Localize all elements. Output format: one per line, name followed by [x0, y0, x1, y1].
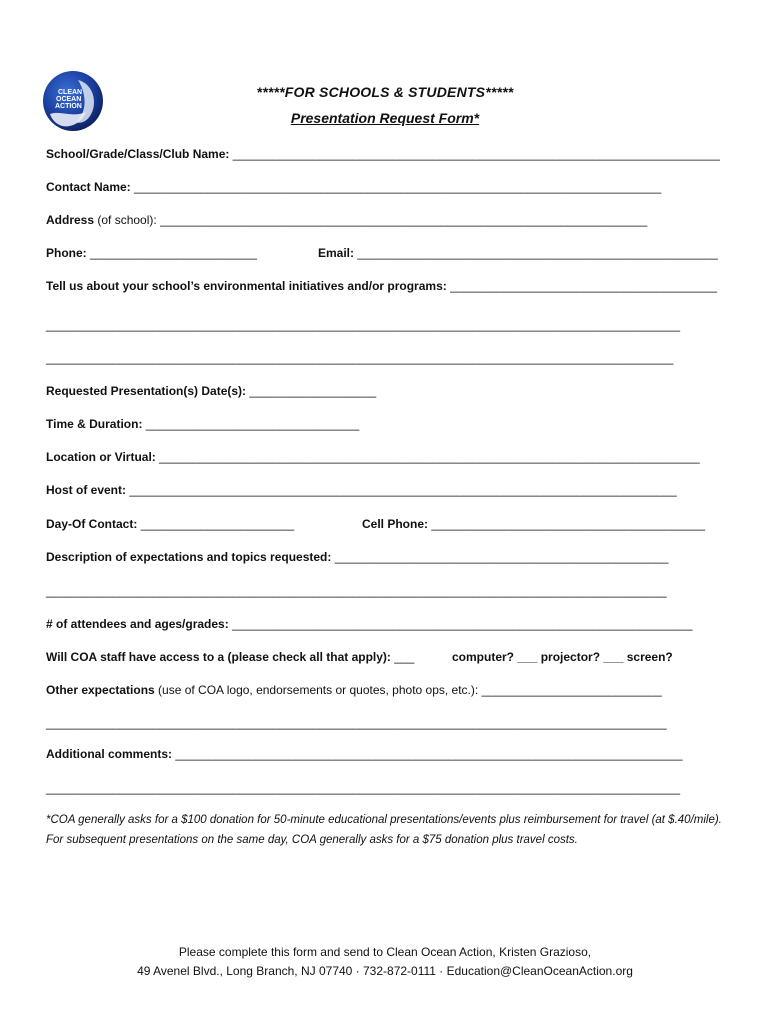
address-field[interactable]: _________________________________________________________________________ [160, 213, 648, 227]
access-label: Will COA staff have access to a (please check all that apply): [46, 650, 391, 664]
description-line[interactable]: _____________________________________________________________________________________________ [46, 584, 667, 598]
cell-field[interactable]: _________________________________________ [431, 517, 705, 531]
cell-label: Cell Phone: [362, 517, 429, 531]
host-label: Host of event: [46, 483, 127, 497]
time-row [46, 417, 359, 431]
email-row [318, 246, 718, 260]
phone-field[interactable]: _________________________ [90, 246, 257, 260]
access-items-row [452, 650, 673, 664]
additional-line[interactable]: _______________________________________________________________________________________________ [46, 781, 681, 795]
dayof-row [46, 517, 294, 531]
host-field[interactable]: __________________________________________________________________________________ [129, 483, 677, 497]
description-field[interactable]: __________________________________________________ [334, 550, 669, 564]
initiatives-line-1[interactable]: _______________________________________________________________________________________________ [46, 318, 681, 332]
date-label: Requested Presentation(s) Date(s): [46, 384, 247, 398]
dayof-field[interactable]: _______________________ [140, 517, 295, 531]
logo-text-line1: CLEAN [58, 89, 83, 96]
initiatives-label: Tell us about your school’s environmental initiatives and/or programs: [46, 279, 447, 293]
donation-note: *COA generally asks for a $100 donation for 50-minute educational presentations/events plus reimbursement for travel (at $.40/mile). For subsequent presentations on the same day, COA generally asks for a $75 donation plus travel costs. [46, 814, 722, 846]
contact-field[interactable]: _______________________________________________________________________________ [134, 180, 662, 194]
footer [0, 943, 770, 981]
initiatives-field[interactable]: ________________________________________ [450, 279, 718, 293]
additional-row [46, 747, 683, 761]
access-checkbox-blank[interactable]: ___ [394, 650, 415, 664]
access-items[interactable]: computer? ___ projector? ___ screen? [452, 650, 673, 664]
description-row [46, 550, 668, 564]
email-field[interactable]: ______________________________________________________ [357, 246, 718, 260]
phone-label: Phone: [46, 246, 87, 260]
contact-label: Contact Name: [46, 180, 131, 194]
address-row [46, 213, 647, 227]
other-line[interactable]: _____________________________________________________________________________________________ [46, 716, 667, 730]
host-row [46, 483, 677, 497]
location-label: Location or Virtual: [46, 450, 156, 464]
date-row [46, 384, 376, 398]
contact-row [46, 180, 661, 194]
phone-row [46, 246, 257, 260]
logo-text-line2: OCEAN [56, 96, 82, 103]
location-field[interactable]: _________________________________________________________________________________ [159, 450, 700, 464]
other-field[interactable]: ___________________________ [481, 683, 662, 697]
address-note: (of school): [94, 213, 157, 227]
additional-label: Additional comments: [46, 747, 173, 761]
school-row [46, 147, 720, 161]
cell-row [362, 517, 705, 531]
footer-line-2: 49 Avenel Blvd., Long Branch, NJ 07740 · 732-872-0111 · Education@CleanOceanAction.org [137, 964, 633, 978]
other-label: Other expectations [46, 683, 155, 697]
time-label: Time & Duration: [46, 417, 143, 431]
access-row [46, 650, 414, 664]
footer-line-1: Please complete this form and send to Clean Ocean Action, Kristen Grazioso, [178, 945, 592, 959]
time-field[interactable]: ________________________________ [145, 417, 360, 431]
description-label: Description of expectations and topics requested: [46, 550, 332, 564]
logo-text-line3: ACTION [55, 103, 82, 110]
address-label: Address [46, 213, 95, 227]
additional-field[interactable]: ____________________________________________________________________________ [175, 747, 683, 761]
other-note: (use of COA logo, endorsements or quotes, photo ops, etc.): [154, 683, 479, 697]
form-subtitle: Presentation Request Form* [290, 110, 480, 126]
location-row [46, 450, 700, 464]
dayof-label: Day-Of Contact: [46, 517, 138, 531]
attendees-field[interactable]: _____________________________________________________________________ [232, 617, 693, 631]
attendees-label: # of attendees and ages/grades: [46, 617, 229, 631]
page-title: *****FOR SCHOOLS & STUDENTS***** [256, 84, 514, 100]
email-label: Email: [318, 246, 355, 260]
date-field[interactable]: ___________________ [249, 384, 377, 398]
initiatives-row [46, 279, 717, 293]
school-label: School/Grade/Class/Club Name: [46, 147, 230, 161]
other-row [46, 683, 662, 697]
school-field[interactable]: _________________________________________________________________________ [232, 147, 720, 161]
attendees-row [46, 617, 693, 631]
initiatives-line-2[interactable]: ______________________________________________________________________________________________ [46, 351, 674, 365]
